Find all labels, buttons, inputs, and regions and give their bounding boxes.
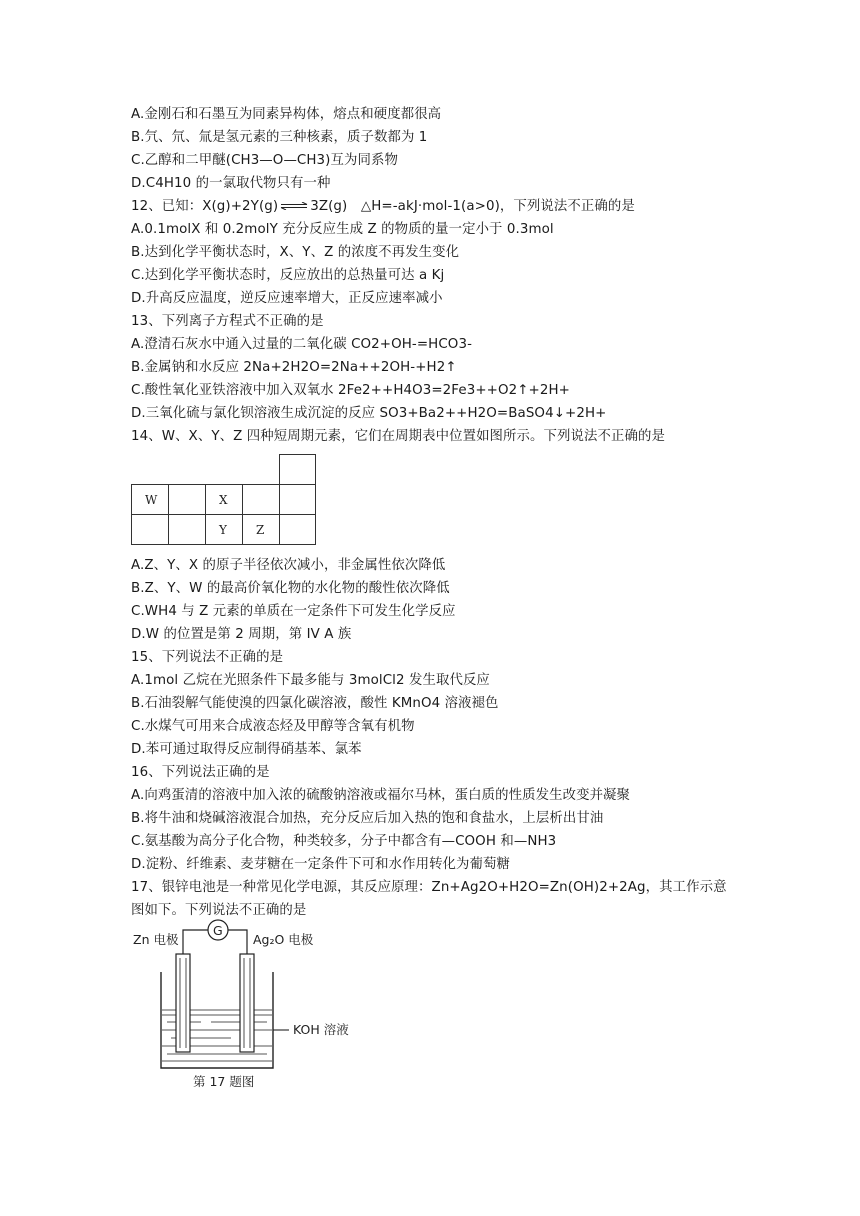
table-label-y: Y bbox=[219, 523, 227, 537]
q16-option-b: B.将牛油和烧碱溶液混合加热，充分反应后加入热的饱和食盐水，上层析出甘油 bbox=[131, 811, 604, 826]
q12-stem-suffix: 3Z(g) △H=-akJ·mol-1(a>0)，下列说法不正确的是 bbox=[310, 199, 635, 214]
q14-stem: 14、W、X、Y、Z 四种短周期元素，它们在周期表中位置如图所示。下列说法不正确的是 bbox=[131, 429, 665, 444]
table-cell-r2c1 bbox=[132, 515, 169, 545]
q13-option-d: D.三氧化硫与氯化钡溶液生成沉淀的反应 SO3+Ba2++H2O=BaSO4↓+2H+ bbox=[131, 406, 607, 421]
q15-stem: 15、下列说法不正确的是 bbox=[131, 650, 284, 665]
q15-option-a: A.1mol 乙烷在光照条件下最多能与 3molCl2 发生取代反应 bbox=[131, 673, 490, 688]
table-cell-r1c5 bbox=[280, 485, 316, 515]
electrolyte-label: KOH 溶液 bbox=[293, 1022, 349, 1037]
q12-option-a: A.0.1molX 和 0.2molY 充分反应生成 Z 的物质的量一定小于 0.3mol bbox=[131, 222, 554, 237]
zn-electrode bbox=[176, 954, 190, 1052]
periodic-table-fragment bbox=[131, 454, 317, 546]
table-label-w: W bbox=[145, 493, 158, 507]
q12-stem-prefix: 12、已知：X(g)+2Y(g) bbox=[131, 199, 279, 214]
q12-stem bbox=[131, 198, 635, 216]
q11-option-a: A.金刚石和石墨互为同素异构体，熔点和硬度都很高 bbox=[131, 107, 442, 122]
q17-stem-line2: 图如下。下列说法不正确的是 bbox=[131, 903, 307, 918]
q11-option-b: B.氕、氘、氚是氢元素的三种核素，质子数都为 1 bbox=[131, 130, 428, 145]
q16-stem: 16、下列说法正确的是 bbox=[131, 765, 270, 780]
table-cell-r1c2 bbox=[169, 485, 206, 515]
wire-right bbox=[228, 930, 247, 954]
table-label-z: Z bbox=[256, 523, 265, 537]
q13-option-b: B.金属钠和水反应 2Na+2H2O=2Na++2OH-+H2↑ bbox=[131, 360, 457, 375]
q17-stem-line1: 17、银锌电池是一种常见化学电源，其反应原理：Zn+Ag2O+H2O=Zn(OH)2+2Ag，其工作示意 bbox=[131, 880, 727, 895]
q15-option-b: B.石油裂解气能使溴的四氯化碳溶液，酸性 KMnO4 溶液褪色 bbox=[131, 696, 499, 711]
table-cell-r1c4 bbox=[243, 485, 280, 515]
q14-option-a: A.Z、Y、X 的原子半径依次减小，非金属性依次降低 bbox=[131, 558, 446, 573]
table-cell-top bbox=[280, 455, 316, 485]
silver-zinc-battery-diagram bbox=[131, 918, 391, 1090]
q12-option-b: B.达到化学平衡状态时，X、Y、Z 的浓度不再发生变化 bbox=[131, 245, 460, 260]
q13-option-c: C.酸性氧化亚铁溶液中加入双氧水 2Fe2++H4O3=2Fe3++O2↑+2H+ bbox=[131, 383, 570, 398]
diagram-caption: 第 17 题图 bbox=[193, 1074, 255, 1089]
q14-option-b: B.Z、Y、W 的最高价氧化物的水化物的酸性依次降低 bbox=[131, 581, 450, 596]
q14-option-c: C.WH4 与 Z 元素的单质在一定条件下可发生化学反应 bbox=[131, 604, 456, 619]
galvanometer-label: G bbox=[213, 923, 223, 938]
q16-option-d: D.淀粉、纤维素、麦芽糖在一定条件下可和水作用转化为葡萄糖 bbox=[131, 857, 511, 872]
q16-option-c: C.氨基酸为高分子化合物，种类较多，分子中都含有—COOH 和—NH3 bbox=[131, 834, 557, 849]
q13-option-a: A.澄清石灰水中通入过量的二氧化碳 CO2+OH-=HCO3- bbox=[131, 337, 472, 352]
q11-option-d: D.C4H10 的一氯取代物只有一种 bbox=[131, 176, 331, 191]
equilibrium-arrow-icon bbox=[280, 202, 308, 210]
q12-option-d: D.升高反应温度，逆反应速率增大，正反应速率减小 bbox=[131, 291, 443, 306]
q11-option-c: C.乙醇和二甲醚(CH3—O—CH3)互为同系物 bbox=[131, 153, 398, 168]
q15-option-c: C.水煤气可用来合成液态烃及甲醇等含氧有机物 bbox=[131, 719, 415, 734]
zn-electrode-label: Zn 电极 bbox=[133, 932, 179, 947]
table-cell-r2c5 bbox=[280, 515, 316, 545]
q14-option-d: D.W 的位置是第 2 周期，第 IV A 族 bbox=[131, 627, 352, 642]
table-label-x: X bbox=[219, 493, 228, 507]
q15-option-d: D.苯可通过取得反应制得硝基苯、氯苯 bbox=[131, 742, 362, 757]
ag2o-electrode-label: Ag₂O 电极 bbox=[253, 932, 314, 947]
q16-option-a: A.向鸡蛋清的溶液中加入浓的硫酸钠溶液或福尔马林，蛋白质的性质发生改变并凝聚 bbox=[131, 788, 631, 803]
q13-stem: 13、下列离子方程式不正确的是 bbox=[131, 314, 324, 329]
ag2o-electrode bbox=[240, 954, 254, 1052]
q12-option-c: C.达到化学平衡状态时，反应放出的总热量可达 a Kj bbox=[131, 268, 445, 283]
table-cell-r2c2 bbox=[169, 515, 206, 545]
wire-left bbox=[183, 930, 208, 954]
